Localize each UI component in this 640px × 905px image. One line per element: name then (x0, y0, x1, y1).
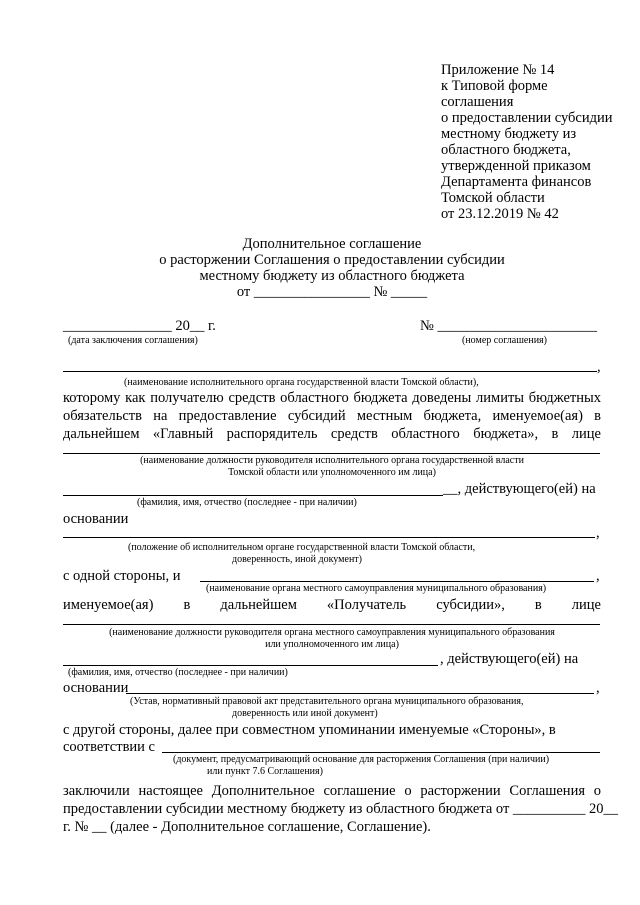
appendix-line: о предоставлении субсидии (441, 110, 613, 126)
final-line-3: г. № __ (далее - Дополнительное соглашение, Соглашение). (63, 819, 431, 835)
paragraph-1-line-3: дальнейшем «Главный распорядитель средств областного бюджета», в лице (63, 426, 601, 442)
comma: , (596, 680, 600, 696)
according-text: соответствии с (63, 739, 155, 755)
basis-label-2: основании (63, 680, 129, 696)
agreement-number: № ______________________ (420, 318, 597, 334)
charter-caption-2: доверенность или иной документ) (232, 708, 378, 719)
document-caption-2: или пункт 7.6 Соглашения) (207, 766, 323, 777)
final-line-2: предоставлении субсидии местному бюджету из областного бюджета от __________ 20__ (63, 801, 619, 817)
one-side-text: с одной стороны, и (63, 568, 181, 584)
exec-organ-caption: (наименование исполнительного органа государственной власти Томской области), (124, 377, 479, 388)
title-line-1: Дополнительное соглашение (242, 236, 422, 252)
comma: , (597, 359, 601, 375)
acting-text-1: __, действующего(ей) на (443, 481, 596, 497)
final-line-1: заключили настоящее Дополнительное соглашение о расторжении Соглашения о (63, 783, 601, 799)
head-position-line (63, 453, 600, 454)
appendix-block (441, 62, 613, 222)
appendix-line: местному бюджету из (441, 126, 577, 142)
appendix-line: соглашения (441, 94, 514, 110)
exec-organ-line (63, 371, 597, 372)
basis-line-1 (63, 537, 595, 538)
appendix-line: к Типовой форме (441, 78, 548, 94)
regulation-caption-1: (положение об исполнительном органе государственной власти Томской области, (128, 542, 476, 553)
other-side-text: с другой стороны, далее при совместном упоминании именуемые «Стороны», в (63, 722, 556, 738)
comma: , (596, 525, 600, 541)
fio-caption-1: (фамилия, имя, отчество (последнее - при наличии) (137, 497, 357, 508)
appendix-line: областного бюджета, (441, 142, 571, 158)
head-position-caption-1: (наименование должности руководителя исполнительного органа государственной власти (140, 455, 524, 466)
according-line (162, 752, 600, 753)
municipal-caption: (наименование органа местного самоуправления муниципального образования) (206, 583, 547, 594)
appendix-line: утвержденной приказом (441, 158, 591, 174)
basis-label-1: основании (63, 511, 129, 527)
date-caption: (дата заключения соглашения) (68, 335, 198, 346)
document-caption-1: (документ, предусматривающий основание для расторжения Соглашения (при наличии) (173, 754, 550, 765)
fio-caption-2: (фамилия, имя, отчество (последнее - при наличии) (68, 667, 288, 678)
charter-caption-1: (Устав, нормативный правовой акт представительного органа муниципального образования, (130, 696, 524, 707)
agreement-date: _______________ 20__ г. (63, 318, 216, 334)
title-line-2: о расторжении Соглашения о предоставлении субсидии (159, 252, 505, 268)
municipal-line (200, 581, 594, 582)
appendix-line: от 23.12.2019 № 42 (441, 206, 559, 222)
regulation-caption-2: доверенность, иной документ) (232, 554, 362, 565)
mun-head-line (63, 624, 600, 625)
basis-line-2 (126, 693, 594, 694)
appendix-line: Томской области (441, 190, 545, 206)
fio-line-1 (63, 495, 443, 496)
title-line-3: местному бюджету из областного бюджета (199, 268, 465, 284)
fio-line-2 (63, 665, 438, 666)
head-position-caption-2: Томской области или уполномоченного им лица) (228, 467, 436, 478)
appendix-line: Приложение № 14 (441, 62, 555, 78)
comma: , (596, 568, 600, 584)
title-line-4: от ________________ № _____ (236, 284, 428, 300)
mun-head-caption-2: или уполномоченного им лица) (265, 639, 399, 650)
paragraph-1-line-1: которому как получателю средств областного бюджета доведены лимиты бюджетных (63, 390, 601, 406)
mun-head-caption-1: (наименование должности руководителя органа местного самоуправления муниципального образования (109, 627, 555, 638)
appendix-line: Департамента финансов (441, 174, 592, 190)
number-caption: (номер соглашения) (462, 335, 547, 346)
acting-text-2: , действующего(ей) на (440, 651, 579, 667)
document-title (63, 236, 601, 300)
named-line-text: именуемое(ая) в дальнейшем «Получатель субсидии», в лице (63, 597, 601, 613)
paragraph-1-line-2: обязательств на предоставление субсидий местным бюджета, именуемое(ая) в (63, 408, 601, 424)
